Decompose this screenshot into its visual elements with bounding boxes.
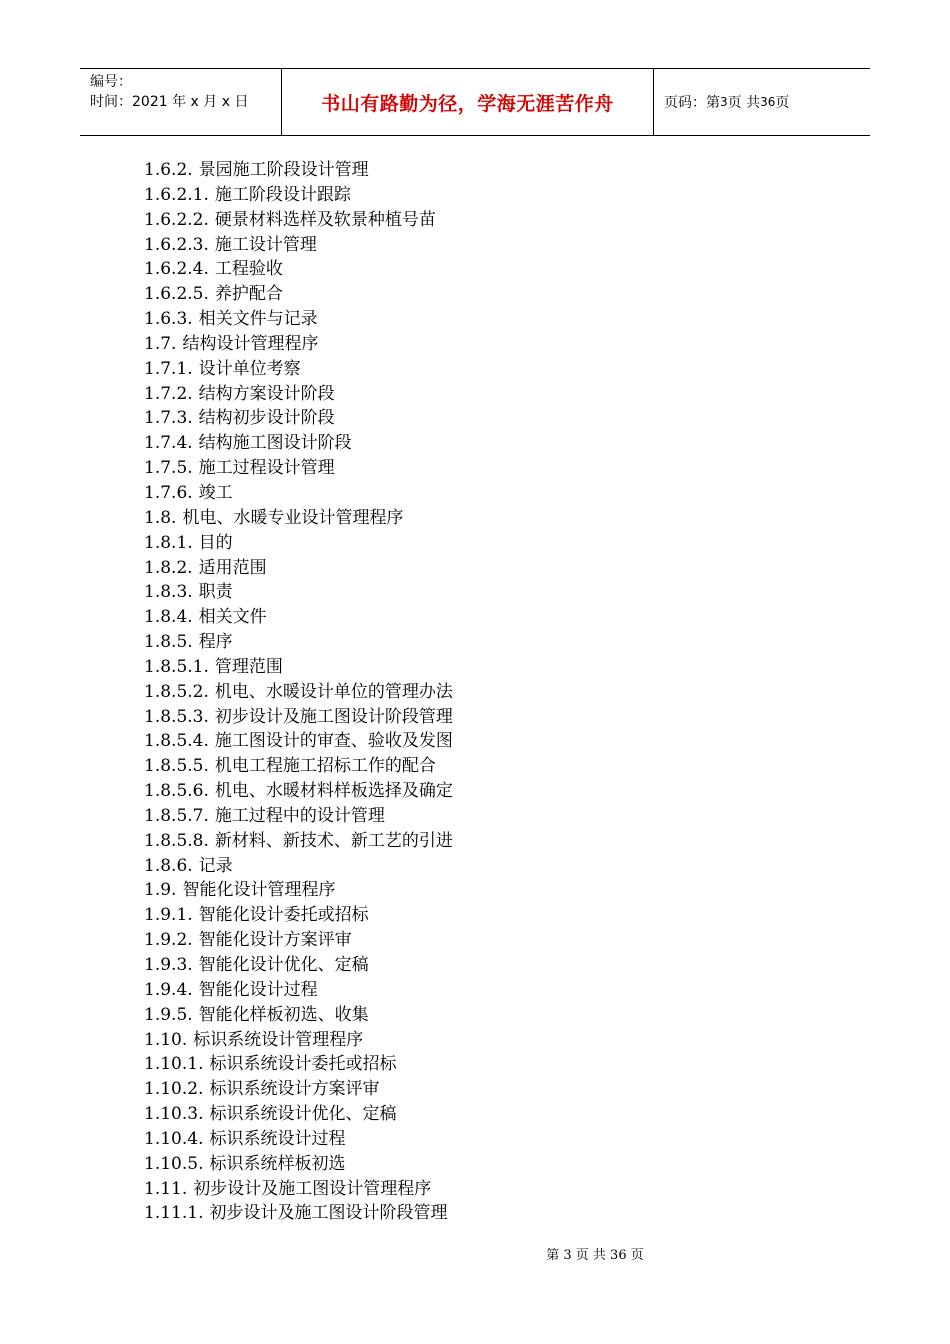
toc-entry <box>144 357 453 382</box>
toc-entry-title: 标识系统设计委托或招标 <box>209 1054 397 1075</box>
toc-entry-number: 1.7.5. <box>144 458 193 479</box>
toc-entry-title: 景园施工阶段设计管理 <box>198 160 369 180</box>
toc-entry-number: 1.8.5.3. <box>144 706 209 727</box>
toc-entry-number: 1.9. <box>144 880 177 901</box>
toc-entry-title: 结构初步设计阶段 <box>198 408 335 429</box>
toc-entry-number: 1.8.5.7. <box>144 805 209 826</box>
toc-entry-number: 1.8.6. <box>144 855 193 876</box>
toc-entry-title: 智能化设计管理程序 <box>182 880 336 901</box>
toc-entry <box>144 233 453 258</box>
page-prefix: 页码：第 <box>664 95 720 111</box>
toc-entry <box>144 1201 453 1226</box>
toc-entry <box>144 1028 453 1053</box>
toc-entry <box>144 257 453 282</box>
toc-entry-number: 1.6.2.5. <box>144 284 209 305</box>
page-suffix: 页 <box>775 95 790 111</box>
toc-entry <box>144 779 453 804</box>
toc-entry-number: 1.8.5.2. <box>144 681 209 702</box>
toc-entry-number: 1.8.5.8. <box>144 830 209 851</box>
toc-entry-title: 初步设计及施工图设计阶段管理 <box>214 706 453 727</box>
toc-entry-number: 1.8.5. <box>144 632 193 653</box>
toc-entry <box>144 456 453 481</box>
toc-entry <box>144 1152 453 1177</box>
toc-entry-title: 施工设计管理 <box>214 234 317 255</box>
toc-entry-title: 机电工程施工招标工作的配合 <box>214 756 436 777</box>
toc-entry-title: 相关文件与记录 <box>198 309 318 330</box>
toc-entry-title: 适用范围 <box>198 557 267 578</box>
toc-entry-title: 初步设计及施工图设计阶段管理 <box>209 1203 448 1224</box>
toc-entry <box>144 1052 453 1077</box>
toc-entry-title: 标识系统设计方案评审 <box>209 1079 380 1100</box>
toc-entry <box>144 605 453 630</box>
page-current: 3 <box>720 95 728 109</box>
toc-entry <box>144 531 453 556</box>
page-header <box>80 68 870 136</box>
toc-entry-title: 智能化设计委托或招标 <box>198 905 369 926</box>
toc-entry <box>144 903 453 928</box>
toc-entry <box>144 1127 453 1152</box>
toc-entry-number: 1.8.5.4. <box>144 731 209 752</box>
toc-entry-title: 标识系统设计管理程序 <box>193 1029 364 1050</box>
page-total: 36 <box>760 95 776 109</box>
toc-entry <box>144 630 453 655</box>
toc-entry-number: 1.7.6. <box>144 482 193 503</box>
toc-entry-number: 1.6.2.3. <box>144 234 209 255</box>
toc-entry-title: 施工过程中的设计管理 <box>214 805 385 826</box>
toc-entry <box>144 481 453 506</box>
toc-entry <box>144 208 453 233</box>
toc-entry <box>144 183 453 208</box>
toc-entry-number: 1.10.3. <box>144 1104 204 1125</box>
toc-entry-number: 1.11.1. <box>144 1203 204 1224</box>
toc-entry <box>144 406 453 431</box>
toc-entry-number: 1.8.5.1. <box>144 656 209 677</box>
toc-entry-number: 1.9.2. <box>144 930 193 951</box>
toc-entry <box>144 332 453 357</box>
toc-entry-number: 1.8.2. <box>144 557 193 578</box>
toc-entry-title: 标识系统样板初选 <box>209 1153 346 1174</box>
page-footer: 第 3 页 共 36 页 <box>546 1248 644 1263</box>
toc-entry <box>144 705 453 730</box>
toc-entry <box>144 282 453 307</box>
toc-entry <box>144 754 453 779</box>
page-middle: 页 共 <box>727 95 761 111</box>
toc-entry-title: 标识系统设计过程 <box>209 1128 346 1149</box>
toc-entry-number: 1.8.4. <box>144 607 193 628</box>
toc-entry-number: 1.10.5. <box>144 1153 204 1174</box>
toc-entry-title: 智能化设计方案评审 <box>198 930 352 951</box>
toc-entry-title: 程序 <box>198 632 233 653</box>
toc-entry <box>144 1177 453 1202</box>
toc-entry-number: 1.9.4. <box>144 979 193 1000</box>
header-motto: 书山有路勤为径，学海无涯苦作舟 <box>282 69 654 135</box>
toc-entry-title: 目的 <box>198 532 233 553</box>
toc-entry <box>144 804 453 829</box>
toc-entry <box>144 382 453 407</box>
toc-entry-number: 1.6.2.2. <box>144 209 209 230</box>
toc-entry-number: 1.6.3. <box>144 309 193 330</box>
date-label: 时间：2021 年 x 月 x 日 <box>90 94 249 110</box>
toc-entry <box>144 580 453 605</box>
toc-entry-number: 1.8.1. <box>144 532 193 553</box>
toc-entry-number: 1.8.5.6. <box>144 781 209 802</box>
toc-entry-title: 工程验收 <box>214 259 283 280</box>
toc-entry-number: 1.10.1. <box>144 1054 204 1075</box>
table-of-contents <box>144 158 453 1226</box>
toc-entry <box>144 829 453 854</box>
toc-entry-title: 机电、水暖专业设计管理程序 <box>182 507 404 528</box>
toc-entry-number: 1.11. <box>144 1178 188 1199</box>
toc-entry <box>144 1102 453 1127</box>
toc-entry-number: 1.9.1. <box>144 905 193 926</box>
toc-entry-number: 1.10. <box>144 1029 188 1050</box>
toc-entry-number: 1.8. <box>144 507 177 528</box>
toc-entry-title: 机电、水暖设计单位的管理办法 <box>214 681 453 702</box>
toc-entry-title: 智能化设计过程 <box>198 979 318 1000</box>
toc-entry-title: 初步设计及施工图设计管理程序 <box>193 1178 432 1199</box>
toc-entry-number: 1.7.2. <box>144 383 193 404</box>
toc-entry-number: 1.7. <box>144 333 177 354</box>
toc-entry-title: 施工过程设计管理 <box>198 458 335 479</box>
toc-entry-title: 智能化设计优化、定稿 <box>198 955 369 975</box>
toc-entry-title: 施工阶段设计跟踪 <box>214 184 351 205</box>
toc-entry-title: 职责 <box>198 582 233 603</box>
toc-entry-number: 1.7.1. <box>144 358 193 379</box>
toc-entry-title: 结构方案设计阶段 <box>198 383 335 404</box>
toc-entry-number: 1.9.5. <box>144 1004 193 1025</box>
toc-entry-title: 结构施工图设计阶段 <box>198 433 352 454</box>
toc-entry <box>144 1077 453 1102</box>
toc-entry <box>144 1003 453 1028</box>
toc-entry-title: 管理范围 <box>214 656 283 677</box>
toc-entry-title: 结构设计管理程序 <box>182 333 319 354</box>
toc-entry <box>144 878 453 903</box>
toc-entry <box>144 978 453 1003</box>
toc-entry <box>144 729 453 754</box>
toc-entry-number: 1.8.5.5. <box>144 756 209 777</box>
toc-entry-number: 1.10.4. <box>144 1128 204 1149</box>
toc-entry-title: 硬景材料选样及软景种植号苗 <box>214 209 436 230</box>
toc-entry-title: 养护配合 <box>214 284 283 305</box>
toc-entry <box>144 854 453 879</box>
toc-entry-number: 1.7.3. <box>144 408 193 429</box>
toc-entry-title: 记录 <box>198 855 233 876</box>
toc-entry-number: 1.6.2.1. <box>144 184 209 205</box>
toc-entry <box>144 655 453 680</box>
toc-entry-number: 1.6.2.4. <box>144 259 209 280</box>
toc-entry <box>144 307 453 332</box>
toc-entry-title: 智能化样板初选、收集 <box>198 1004 369 1025</box>
toc-entry-number: 1.6.2. <box>144 160 193 180</box>
toc-entry-number: 1.7.4. <box>144 433 193 454</box>
header-page-info <box>654 69 870 135</box>
toc-entry <box>144 680 453 705</box>
toc-entry-title: 竣工 <box>198 482 233 503</box>
toc-entry-title: 施工图设计的审查、验收及发图 <box>214 731 453 752</box>
toc-entry-title: 设计单位考察 <box>198 358 301 379</box>
toc-entry <box>144 928 453 953</box>
toc-entry-number: 1.10.2. <box>144 1079 204 1100</box>
toc-entry <box>144 158 453 183</box>
header-meta-cell <box>80 69 282 135</box>
toc-entry-title: 标识系统设计优化、定稿 <box>209 1104 397 1125</box>
toc-entry <box>144 953 453 978</box>
toc-entry-title: 新材料、新技术、新工艺的引进 <box>214 830 453 851</box>
toc-entry-number: 1.8.3. <box>144 582 193 603</box>
toc-entry-title: 相关文件 <box>198 607 267 628</box>
toc-entry-number: 1.9.3. <box>144 955 193 975</box>
toc-entry <box>144 506 453 531</box>
toc-entry-title: 机电、水暖材料样板选择及确定 <box>214 781 453 802</box>
toc-entry <box>144 556 453 581</box>
serial-label: 编号： <box>90 74 132 90</box>
toc-entry <box>144 431 453 456</box>
